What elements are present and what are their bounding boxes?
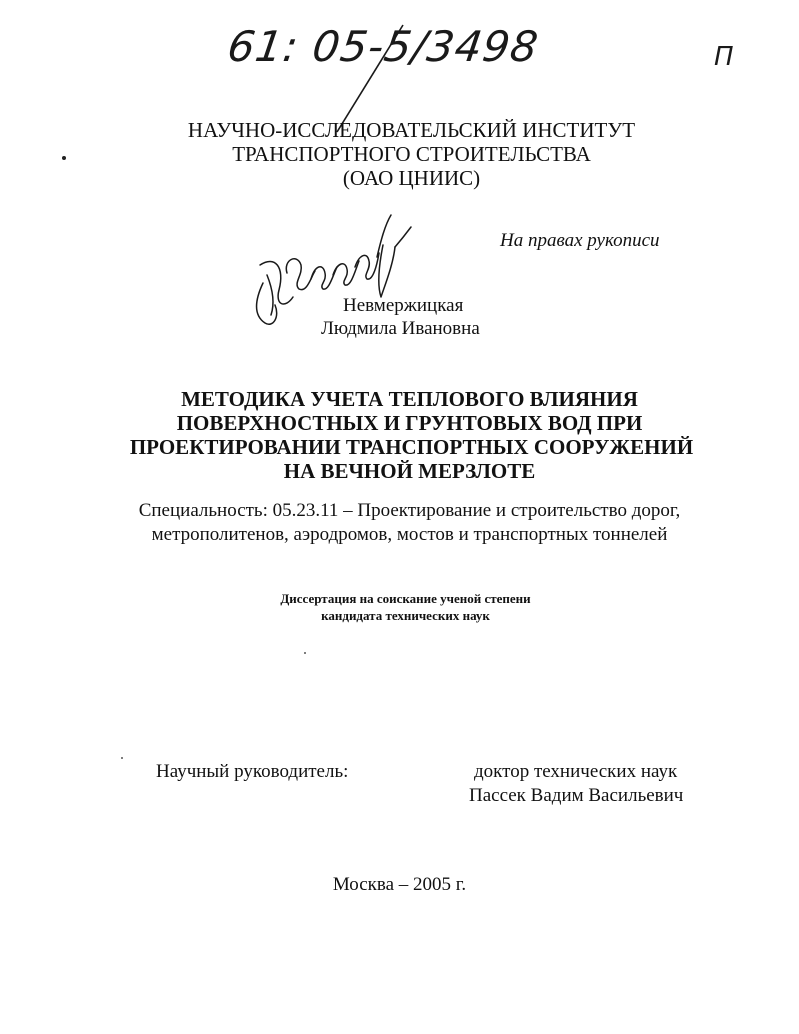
dissertation-degree-line-1: Диссертация на соискание ученой степени [280, 591, 531, 606]
dissertation-title-line-3: ПРОЕКТИРОВАНИИ ТРАНСПОРТНЫХ СООРУЖЕНИЙ [129, 435, 694, 459]
city-year: Москва – 2005 г. [332, 874, 467, 895]
dissertation-title-line-2: ПОВЕРХНОСТНЫХ И ГРУНТОВЫХ ВОД ПРИ [176, 411, 643, 435]
dissertation-title-line-4: НА ВЕЧНОЙ МЕРЗЛОТЕ [283, 459, 536, 483]
specialty-line-2: метрополитенов, аэродромов, мостов и транспортных тоннелей [151, 524, 668, 545]
institute-line-1: НАУЧНО-ИССЛЕДОВАТЕЛЬСКИЙ ИНСТИТУТ [187, 118, 636, 142]
corner-mark: П [714, 42, 734, 72]
author-surname: Невмержицкая [343, 295, 464, 316]
institute-line-3: (ОАО ЦНИИС) [342, 166, 481, 190]
dissertation-title-line-1: МЕТОДИКА УЧЕТА ТЕПЛОВОГО ВЛИЯНИЯ [181, 387, 638, 411]
scan-speck [121, 757, 123, 759]
supervisor-label: Научный руководитель: [156, 761, 349, 782]
institute-line-2: ТРАНСПОРТНОГО СТРОИТЕЛЬСТВА [232, 142, 591, 166]
supervisor-degree: доктор технических наук [474, 761, 678, 782]
archive-number: 61: 05-5/3498 [224, 22, 542, 71]
supervisor-name: Пассек Вадим Васильевич [469, 785, 684, 806]
specialty-line-1: Специальность: 05.23.11 – Проектирование и строительство дорог, [138, 500, 681, 521]
manuscript-note: На правах рукописи [500, 230, 660, 251]
author-given-name: Людмила Ивановна [321, 318, 480, 339]
dissertation-degree-line-2: кандидата технических наук [321, 608, 490, 623]
scan-speck [304, 652, 306, 654]
